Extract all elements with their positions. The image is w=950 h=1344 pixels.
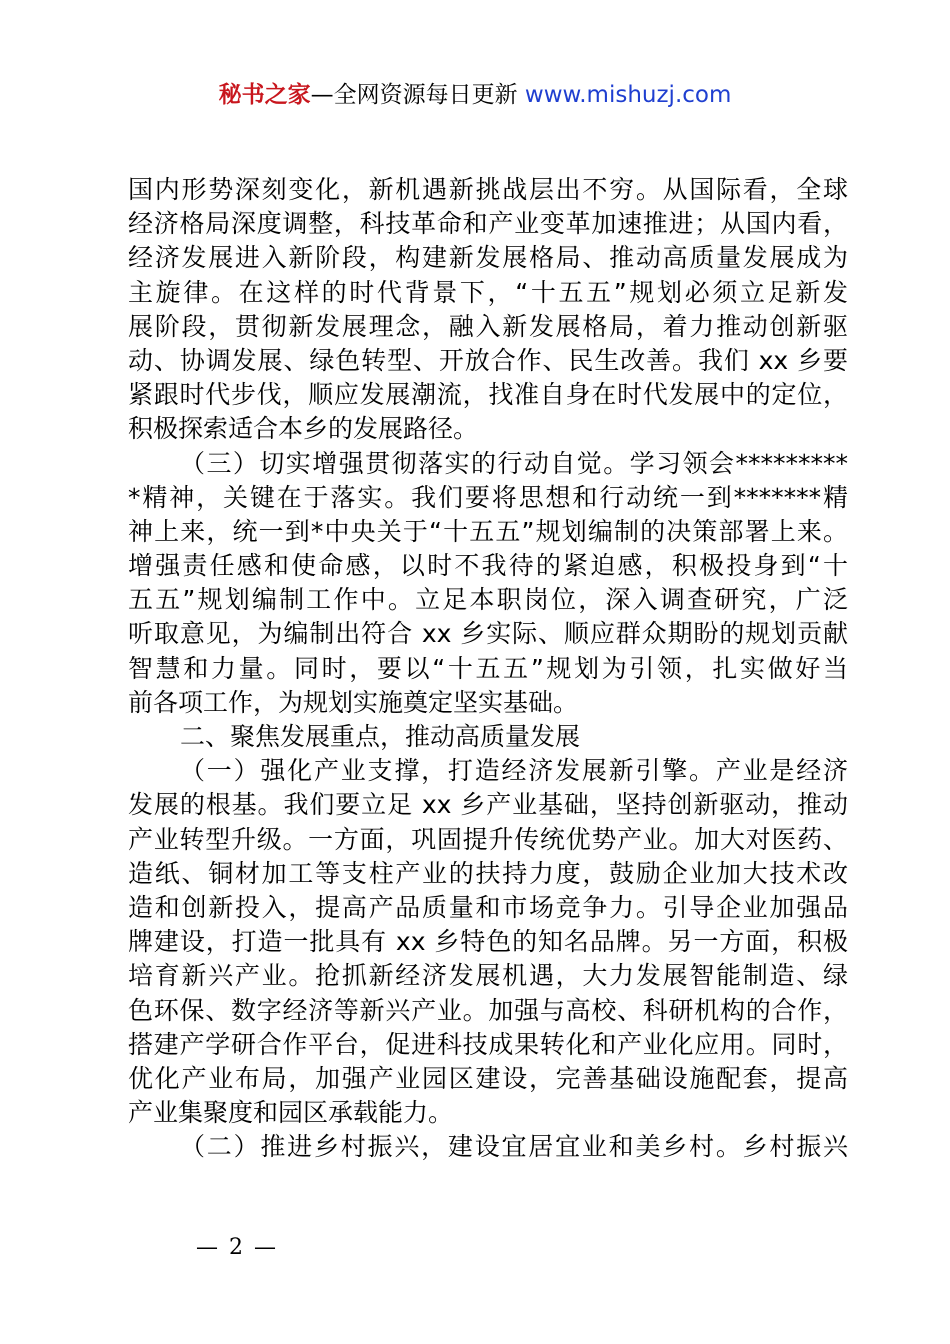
text-line: 主旋律。在这样的时代背景下，“十五五”规划必须立足新发 bbox=[128, 277, 848, 307]
section-heading-3: （三）切实增强贯彻落实的行动自觉。学习领会********* bbox=[180, 448, 848, 478]
page-number: — 2 — bbox=[196, 1235, 278, 1260]
text-line: 产业集聚度和园区承载能力。 bbox=[128, 1098, 454, 1128]
text-line: 经济发展进入新阶段，构建新发展格局、推动高质量发展成为 bbox=[128, 243, 848, 273]
chapter-heading: 二、聚焦发展重点，推动高质量发展 bbox=[180, 722, 581, 751]
brand-name: 秘书之家 bbox=[218, 82, 311, 108]
document-body bbox=[128, 173, 848, 1164]
text-line: 搭建产学研合作平台，促进科技成果转化和产业化应用。同时， bbox=[128, 1029, 848, 1059]
text-line: 培育新兴产业。抢抓新经济发展机遇，大力发展智能制造、绿 bbox=[128, 961, 848, 991]
text-line: 发展的根基。我们要立足 xx 乡产业基础，坚持创新驱动，推动 bbox=[128, 790, 848, 820]
text-line: 五五”规划编制工作中。立足本职岗位，深入调查研究，广泛 bbox=[128, 585, 848, 615]
text-line: 色环保、数字经济等新兴产业。加强与高校、科研机构的合作， bbox=[128, 995, 848, 1025]
section-heading-1: （一）强化产业支撑，打造经济发展新引擎。产业是经济 bbox=[180, 756, 848, 786]
text-line: 神上来，统一到*中央关于“十五五”规划编制的决策部署上来。 bbox=[128, 516, 848, 546]
text-line: 增强责任感和使命感，以时不我待的紧迫感，积极投身到“十 bbox=[128, 551, 848, 581]
section-heading-2: （二）推进乡村振兴，建设宜居宜业和美乡村。乡村振兴 bbox=[180, 1132, 848, 1162]
text-line: 造纸、铜材加工等支柱产业的扶持力度，鼓励企业加大技术改 bbox=[128, 858, 848, 888]
text-line: 紧跟时代步伐，顺应发展潮流，找准自身在时代发展中的定位， bbox=[128, 380, 848, 410]
text-line: 积极探索适合本乡的发展路径。 bbox=[128, 414, 479, 444]
text-line: 产业转型升级。一方面，巩固提升传统优势产业。加大对医药、 bbox=[128, 824, 848, 854]
site-slogan: —全网资源每日更新 bbox=[310, 82, 525, 108]
site-url[interactable]: www.mishuzj.com bbox=[524, 82, 732, 108]
text-line: 国内形势深刻变化，新机遇新挑战层出不穷。从国际看，全球 bbox=[128, 175, 848, 204]
text-line: 动、协调发展、绿色转型、开放合作、民生改善。我们 xx 乡要 bbox=[128, 345, 848, 375]
text-line: 智慧和力量。同时，要以“十五五”规划为引领，扎实做好当 bbox=[128, 653, 848, 683]
text-line: 前各项工作，为规划实施奠定坚实基础。 bbox=[128, 687, 579, 717]
text-line: 展阶段，贯彻新发展理念，融入新发展格局，着力推动创新驱 bbox=[128, 311, 848, 341]
text-line: 造和创新投入，提高产品质量和市场竞争力。引导企业加强品 bbox=[128, 892, 848, 922]
text-line: 听取意见，为编制出符合 xx 乡实际、顺应群众期盼的规划贡献 bbox=[128, 619, 848, 649]
text-line: 经济格局深度调整，科技革命和产业变革加速推进；从国内看， bbox=[128, 209, 848, 239]
text-line: 优化产业布局，加强产业园区建设，完善基础设施配套，提高 bbox=[128, 1063, 848, 1093]
text-line: *精神，关键在于落实。我们要将思想和行动统一到*******精 bbox=[128, 482, 848, 512]
text-line: 牌建设，打造一批具有 xx 乡特色的知名品牌。另一方面，积极 bbox=[128, 927, 848, 957]
site-header bbox=[0, 80, 950, 110]
